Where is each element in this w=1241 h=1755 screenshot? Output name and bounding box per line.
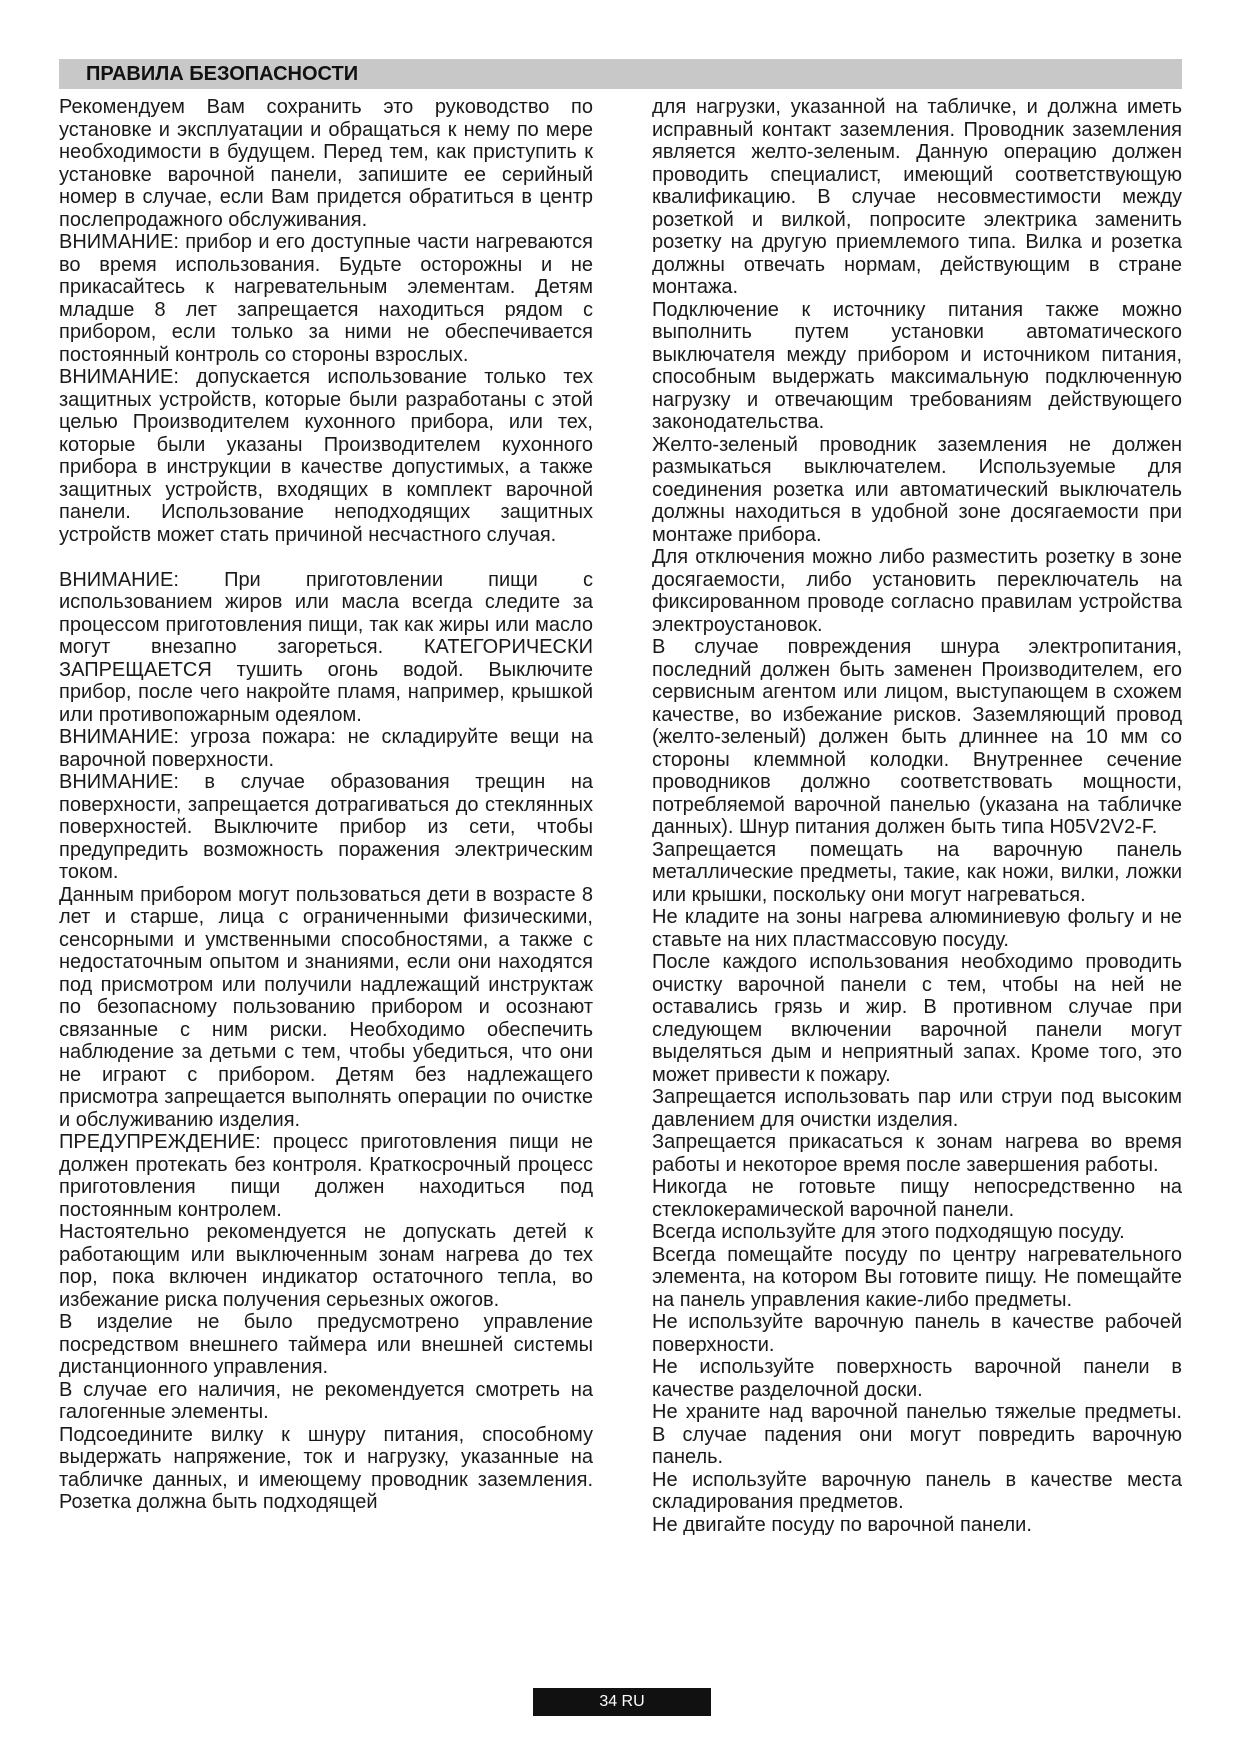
paragraph: Всегда помещайте посуду по центру нагревательного элемента, на котором Вы готовите пищу. Не помещайте на панель управления какие-либо предметы. bbox=[652, 1243, 1182, 1311]
paragraph: ПРЕДУПРЕЖДЕНИЕ: процесс приготовления пищи не должен протекать без контроля. Краткосрочный процесс приготовления пищи должен находиться под постоянным контролем. bbox=[59, 1131, 593, 1221]
paragraph: Не двигайте посуду по варочной панели. bbox=[652, 1513, 1032, 1536]
paragraph: В случае его наличия, не рекомендуется смотреть на галогенные элементы. bbox=[59, 1378, 593, 1423]
paragraph: Для отключения можно либо разместить розетку в зоне досягаемости, либо установить переключатель на фиксированном проводе согласно правилам устройства электроустановок. bbox=[652, 546, 1182, 636]
paragraph: Не используйте варочную панель в качестве места складирования предметов. bbox=[652, 1468, 1182, 1513]
paragraph: Запрещается прикасаться к зонам нагрева во время работы и некоторое время после завершения работы. bbox=[652, 1131, 1182, 1176]
paragraph: для нагрузки, указанной на табличке, и должна иметь исправный контакт заземления. Проводник заземления является желто-зеленым. Данную операцию должен проводить специалист, имеющий соответствующую квалификацию. В случае несовместимости между розеткой и вилкой, попросите электрика заменить розетку на другую приемлемого типа. Вилка и розетка должны отвечать нормам, действующим в стране монтажа. bbox=[652, 96, 1182, 298]
paragraph: Данным прибором могут пользоваться дети в возрасте 8 лет и старше, лица с ограниченными физическими, сенсорными и умственными способностями, а также с недостаточным опытом и знаниями, если они находятся под присмотром или получили надлежащий инструктаж по безопасному пользованию прибором и осознают связанные с ним риски. Необходимо обеспечить наблюдение за детьми с тем, чтобы убедиться, что они не играют с прибором. Детям без надлежащего присмотра запрещается выполнять операции по очистке и обслуживанию изделия. bbox=[59, 883, 593, 1131]
paragraph: В случае повреждения шнура электропитания, последний должен быть заменен Производителем, его сервисным агентом или лицом, выступающем в схожем качестве, во избежание рисков. Заземляющий провод (желто-зеленый) должен быть длиннее на 10 мм со стороны клеммной колодки. Внутреннее сечение проводников должно соответствовать мощности, потребляемой варочной панелью (указана на табличке данных). Шнур питания должен быть типа H05V2V2-F. bbox=[652, 636, 1182, 838]
paragraph: ВНИМАНИЕ: При приготовлении пищи с использованием жиров или масла всегда следите за процессом приготовления пищи, так как жиры или масло могут внезапно загореться. КАТЕГОРИЧЕСКИ ЗАПРЕЩАЕТСЯ тушить огонь водой. Выключите прибор, после чего накройте пламя, например, крышкой или противопожарным одеялом. bbox=[59, 568, 593, 726]
paragraph: Подсоедините вилку к шнуру питания, способному выдержать напряжение, ток и нагрузку, указанные на табличке данных, и имеющему проводник заземления. Розетка должна быть подходящей bbox=[59, 1423, 593, 1513]
paragraph: ВНИМАНИЕ: допускается использование только тех защитных устройств, которые были разработаны с этой целью Производителем кухонного прибора, или тех, которые были указаны Производителем кухонного прибора в инструкции в качестве допустимых, а также защитных устройств, входящих в комплект варочной панели. Использование неподходящих защитных устройств может стать причиной несчастного случая. bbox=[59, 366, 593, 546]
paragraph: Не кладите на зоны нагрева алюминиевую фольгу и не ставьте на них пластмассовую посуду. bbox=[652, 906, 1182, 951]
paragraph: Подключение к источнику питания также можно выполнить путем установки автоматического выключателя между прибором и источником питания, способным выдержать максимальную подключенную нагрузку и отвечающим требованиям действующего законодательства. bbox=[652, 298, 1182, 433]
paragraph: Желто-зеленый проводник заземления не должен размыкаться выключателем. Используемые для соединения розетка или автоматический выключатель должны находиться в удобной зоне досягаемости при монтаже прибора. bbox=[652, 433, 1182, 546]
paragraph: Всегда используйте для этого подходящую посуду. bbox=[652, 1221, 1125, 1243]
page-number: 34 RU bbox=[599, 1693, 645, 1710]
paragraph: ВНИМАНИЕ: угроза пожара: не складируйте вещи на варочной поверхности. bbox=[59, 726, 593, 771]
paragraph: После каждого использования необходимо проводить очистку варочной панели с тем, чтобы на ней не оставались грязь и жир. В противном случае при следующем включении варочной панели могут выделяться дым и неприятный запах. Кроме того, это может привести к пожару. bbox=[652, 951, 1182, 1086]
paragraph: Никогда не готовьте пищу непосредственно на стеклокерамической варочной панели. bbox=[652, 1176, 1182, 1221]
paragraph: Не храните над варочной панелью тяжелые предметы. В случае падения они могут повредить варочную панель. bbox=[652, 1401, 1182, 1468]
paragraph: Запрещается помещать на варочную панель металлические предметы, такие, как ножи, вилки, ложки или крышки, поскольку они могут нагреваться. bbox=[652, 838, 1182, 906]
paragraph: Не используйте варочную панель в качестве рабочей поверхности. bbox=[652, 1311, 1182, 1356]
paragraph: ВНИМАНИЕ: в случае образования трещин на поверхности, запрещается дотрагиваться до стеклянных поверхностей. Выключите прибор из сети, чтобы предупредить возможность поражения электрическим током. bbox=[59, 771, 593, 883]
right-text-column bbox=[652, 96, 1182, 1536]
paragraph: ВНИМАНИЕ: прибор и его доступные части нагреваются во время использования. Будьте осторожны и не прикасайтесь к нагревательным элементам. Детям младше 8 лет запрещается находиться рядом с прибором, если только за ними не обеспечивается постоянный контроль со стороны взрослых. bbox=[59, 231, 593, 366]
paragraph: Не используйте поверхность варочной панели в качестве разделочной доски. bbox=[652, 1356, 1182, 1401]
paragraph: Рекомендуем Вам сохранить это руководство по установке и эксплуатации и обращаться к нему по мере необходимости в будущем. Перед тем, как приступить к установке варочной панели, запишите ее серийный номер в случае, если Вам придется обратиться в центр послепродажного обслуживания. bbox=[59, 96, 593, 231]
page-number-tab bbox=[533, 1688, 711, 1716]
section-header-bar bbox=[59, 59, 1182, 89]
paragraph: Запрещается использовать пар или струи под высоким давлением для очистки изделия. bbox=[652, 1086, 1182, 1131]
section-title: ПРАВИЛА БЕЗОПАСНОСТИ bbox=[86, 63, 359, 85]
paragraph: В изделие не было предусмотрено управление посредством внешнего таймера или внешней системы дистанционного управления. bbox=[59, 1311, 593, 1378]
paragraph: Настоятельно рекомендуется не допускать детей к работающим или выключенным зонам нагрева до тех пор, пока включен индикатор остаточного тепла, во избежание риска получения серьезных ожогов. bbox=[59, 1221, 593, 1311]
left-text-column bbox=[59, 96, 593, 1514]
